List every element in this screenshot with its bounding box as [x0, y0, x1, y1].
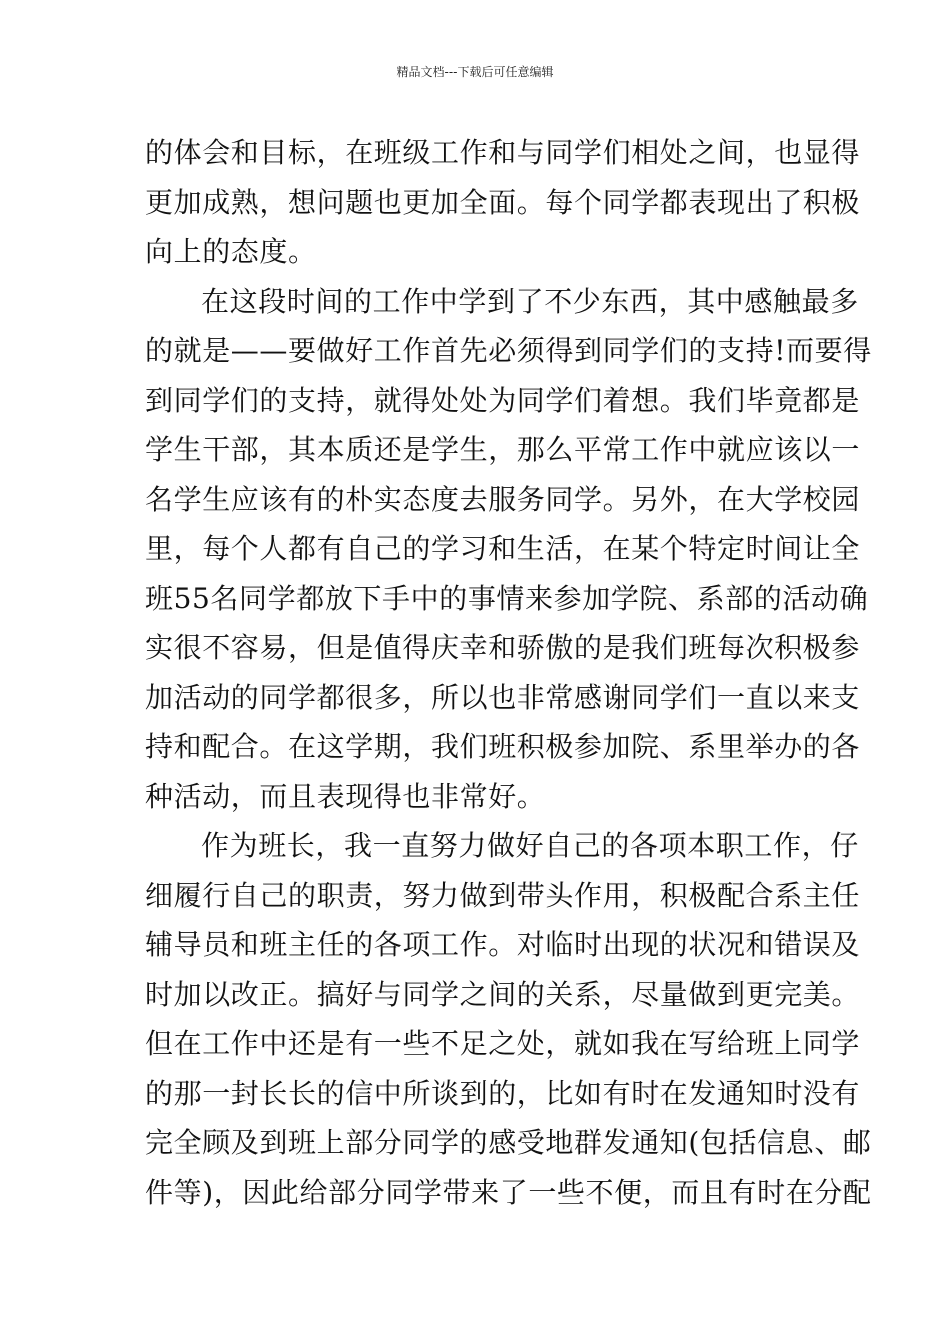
text-line: 件等)，因此给部分同学带来了一些不便，而且有时在分配: [145, 1175, 872, 1209]
text-line: 但在工作中还是有一些不足之处，就如我在写给班上同学: [145, 1027, 861, 1060]
text-line: 到同学们的支持，就得处处为同学们着想。我们毕竟都是: [145, 383, 861, 417]
paragraph-start-line: 在这段时间的工作中学到了不少东西，其中感触最多: [201, 284, 859, 318]
text-line: 实很不容易，但是值得庆幸和骄傲的是我们班每次积极参: [145, 631, 861, 664]
text-line: 学生干部，其本质还是学生，那么平常工作中就应该以一: [145, 433, 861, 466]
text-line: 的就是——要做好工作首先必须得到同学们的支持!而要得: [145, 334, 872, 367]
text-line: 的体会和目标，在班级工作和与同学们相处之间，也显得: [145, 136, 861, 169]
text-line: 辅导员和班主任的各项工作。对临时出现的状况和错误及: [145, 928, 861, 961]
page-header: 精品文档---下载后可任意编辑: [396, 65, 554, 79]
text-line: 班55名同学都放下手中的事情来参加学院、系部的活动确: [145, 581, 869, 615]
text-line: 完全顾及到班上部分同学的感受地群发通知(包括信息、邮: [145, 1126, 872, 1159]
text-line: 里，每个人都有自己的学习和生活，在某个特定时间让全: [145, 532, 861, 565]
text-line: 名学生应该有的朴实态度去服务同学。另外，在大学校园: [145, 482, 861, 516]
text-line: 更加成熟，想问题也更加全面。每个同学都表现出了积极: [145, 185, 861, 219]
document-body: [145, 128, 872, 1217]
text-line: 加活动的同学都很多，所以也非常感谢同学们一直以来支: [145, 680, 861, 714]
paragraph-start-line: 作为班长，我一直努力做好自己的各项本职工作，仔: [201, 829, 859, 862]
text-line: 细履行自己的职责，努力做到带头作用，积极配合系主任: [145, 878, 861, 912]
text-line: 种活动，而且表现得也非常好。: [145, 779, 546, 813]
text-line: 的那一封长长的信中所谈到的，比如有时在发通知时没有: [145, 1076, 861, 1110]
text-line: 向上的态度。: [145, 235, 317, 268]
text-line: 持和配合。在这学期，我们班积极参加院、系里举办的各: [145, 730, 861, 763]
text-line: 时加以改正。搞好与同学之间的关系，尽量做到更完美。: [145, 977, 861, 1011]
